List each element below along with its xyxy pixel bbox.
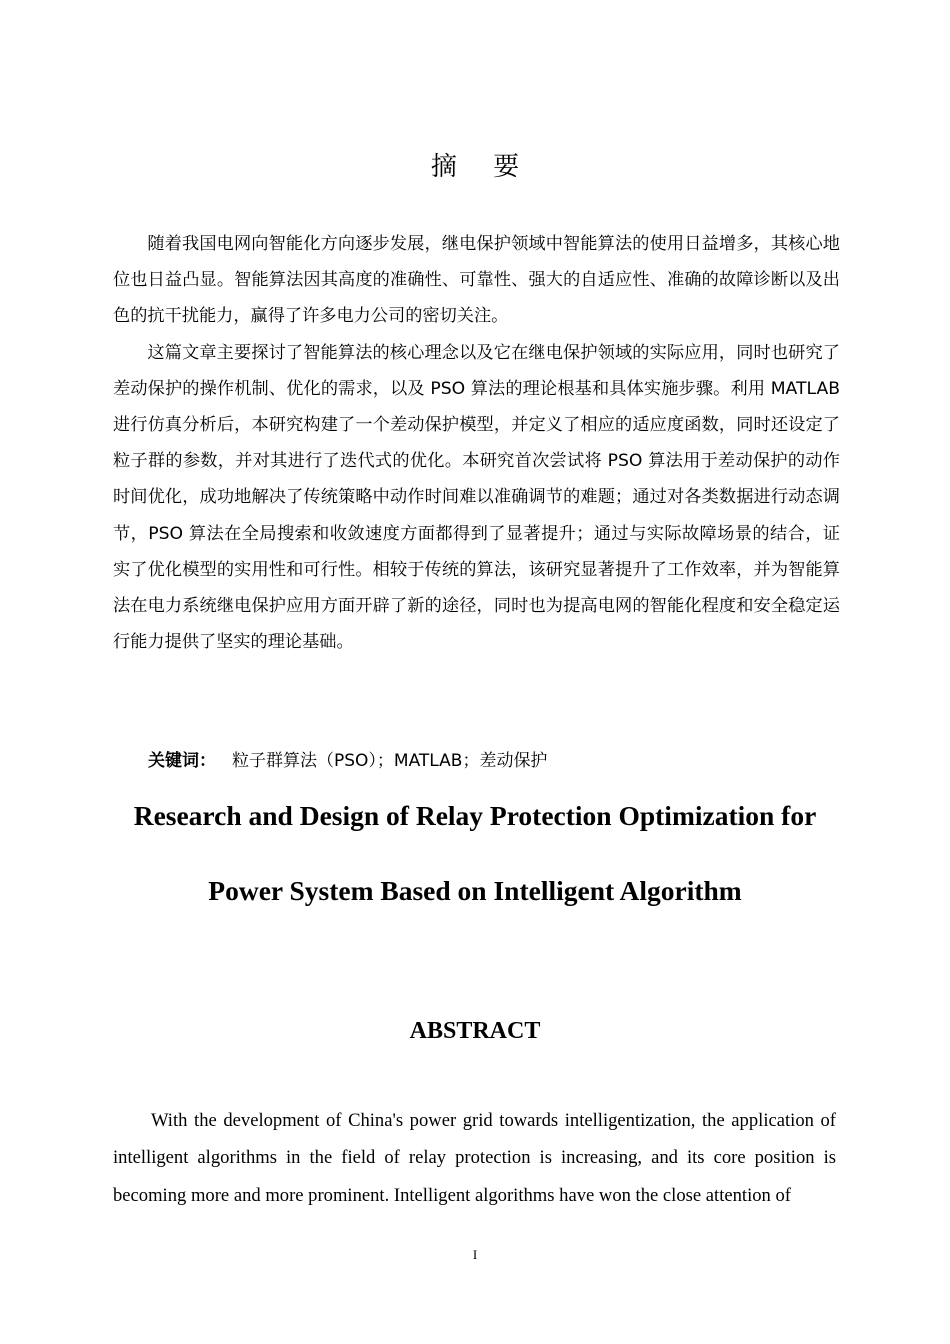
chinese-abstract-paragraph-1: 随着我国电网向智能化方向逐步发展，继电保护领域中智能算法的使用日益增多，其核心地位也日益凸显。智能算法因其高度的准确性、可靠性、强大的自适应性、准确的故障诊断以及出色的抗干扰能力，赢得了许多电力公司的密切关注。 <box>113 234 840 327</box>
english-title-line-1: Research and Design of Relay Protection Optimization for <box>133 800 817 831</box>
keywords-text: 粒子群算法（PSO）；MATLAB；差动保护 <box>232 751 548 771</box>
english-abstract-paragraph: With the development of China's power grid towards intelligentization, the application of intelligent algorithms in the field of relay protection is increasing, and its core position is becoming more and more prominent. Intelligent algorithms have won the close attention of <box>113 1110 836 1206</box>
chinese-abstract-paragraph-2: 这篇文章主要探讨了智能算法的核心理念以及它在继电保护领域的实际应用，同时也研究了差动保护的操作机制、优化的需求，以及 PSO 算法的理论根基和具体实施步骤。利用 MATLAB 进行仿真分析后，本研究构建了一个差动保护模型，并定义了相应的适应度函数，同时还设定了粒子群的参数，并对其进行了迭代式的优化。本研究首次尝试将 PSO 算法用于差动保护的动作时间优化，成功地解决了传统策略中动作时间难以准确调节的难题；通过对各类数据进行动态调节，PSO 算法在全局搜索和收敛速度方面都得到了显著提升；通过与实际故障场景的结合，证实了优化模型的实用性和可行性。相较于传统的算法，该研究显著提升了工作效率，并为智能算法在电力系统继电保护应用方面开辟了新的途径，同时也为提高电网的智能化程度和安全稳定运行能力提供了坚实的理论基础。 <box>113 342 840 653</box>
chinese-keywords <box>148 746 547 776</box>
english-abstract-body <box>113 1102 836 1214</box>
english-abstract-heading: ABSTRACT <box>409 1018 541 1044</box>
keywords-label: 关键词： <box>148 751 216 771</box>
page-number: I <box>472 1247 478 1262</box>
english-title-line-2: Power System Based on Intelligent Algorithm <box>208 875 742 906</box>
chinese-abstract-body <box>113 226 840 660</box>
chinese-abstract-title: 摘 要 <box>430 152 534 182</box>
